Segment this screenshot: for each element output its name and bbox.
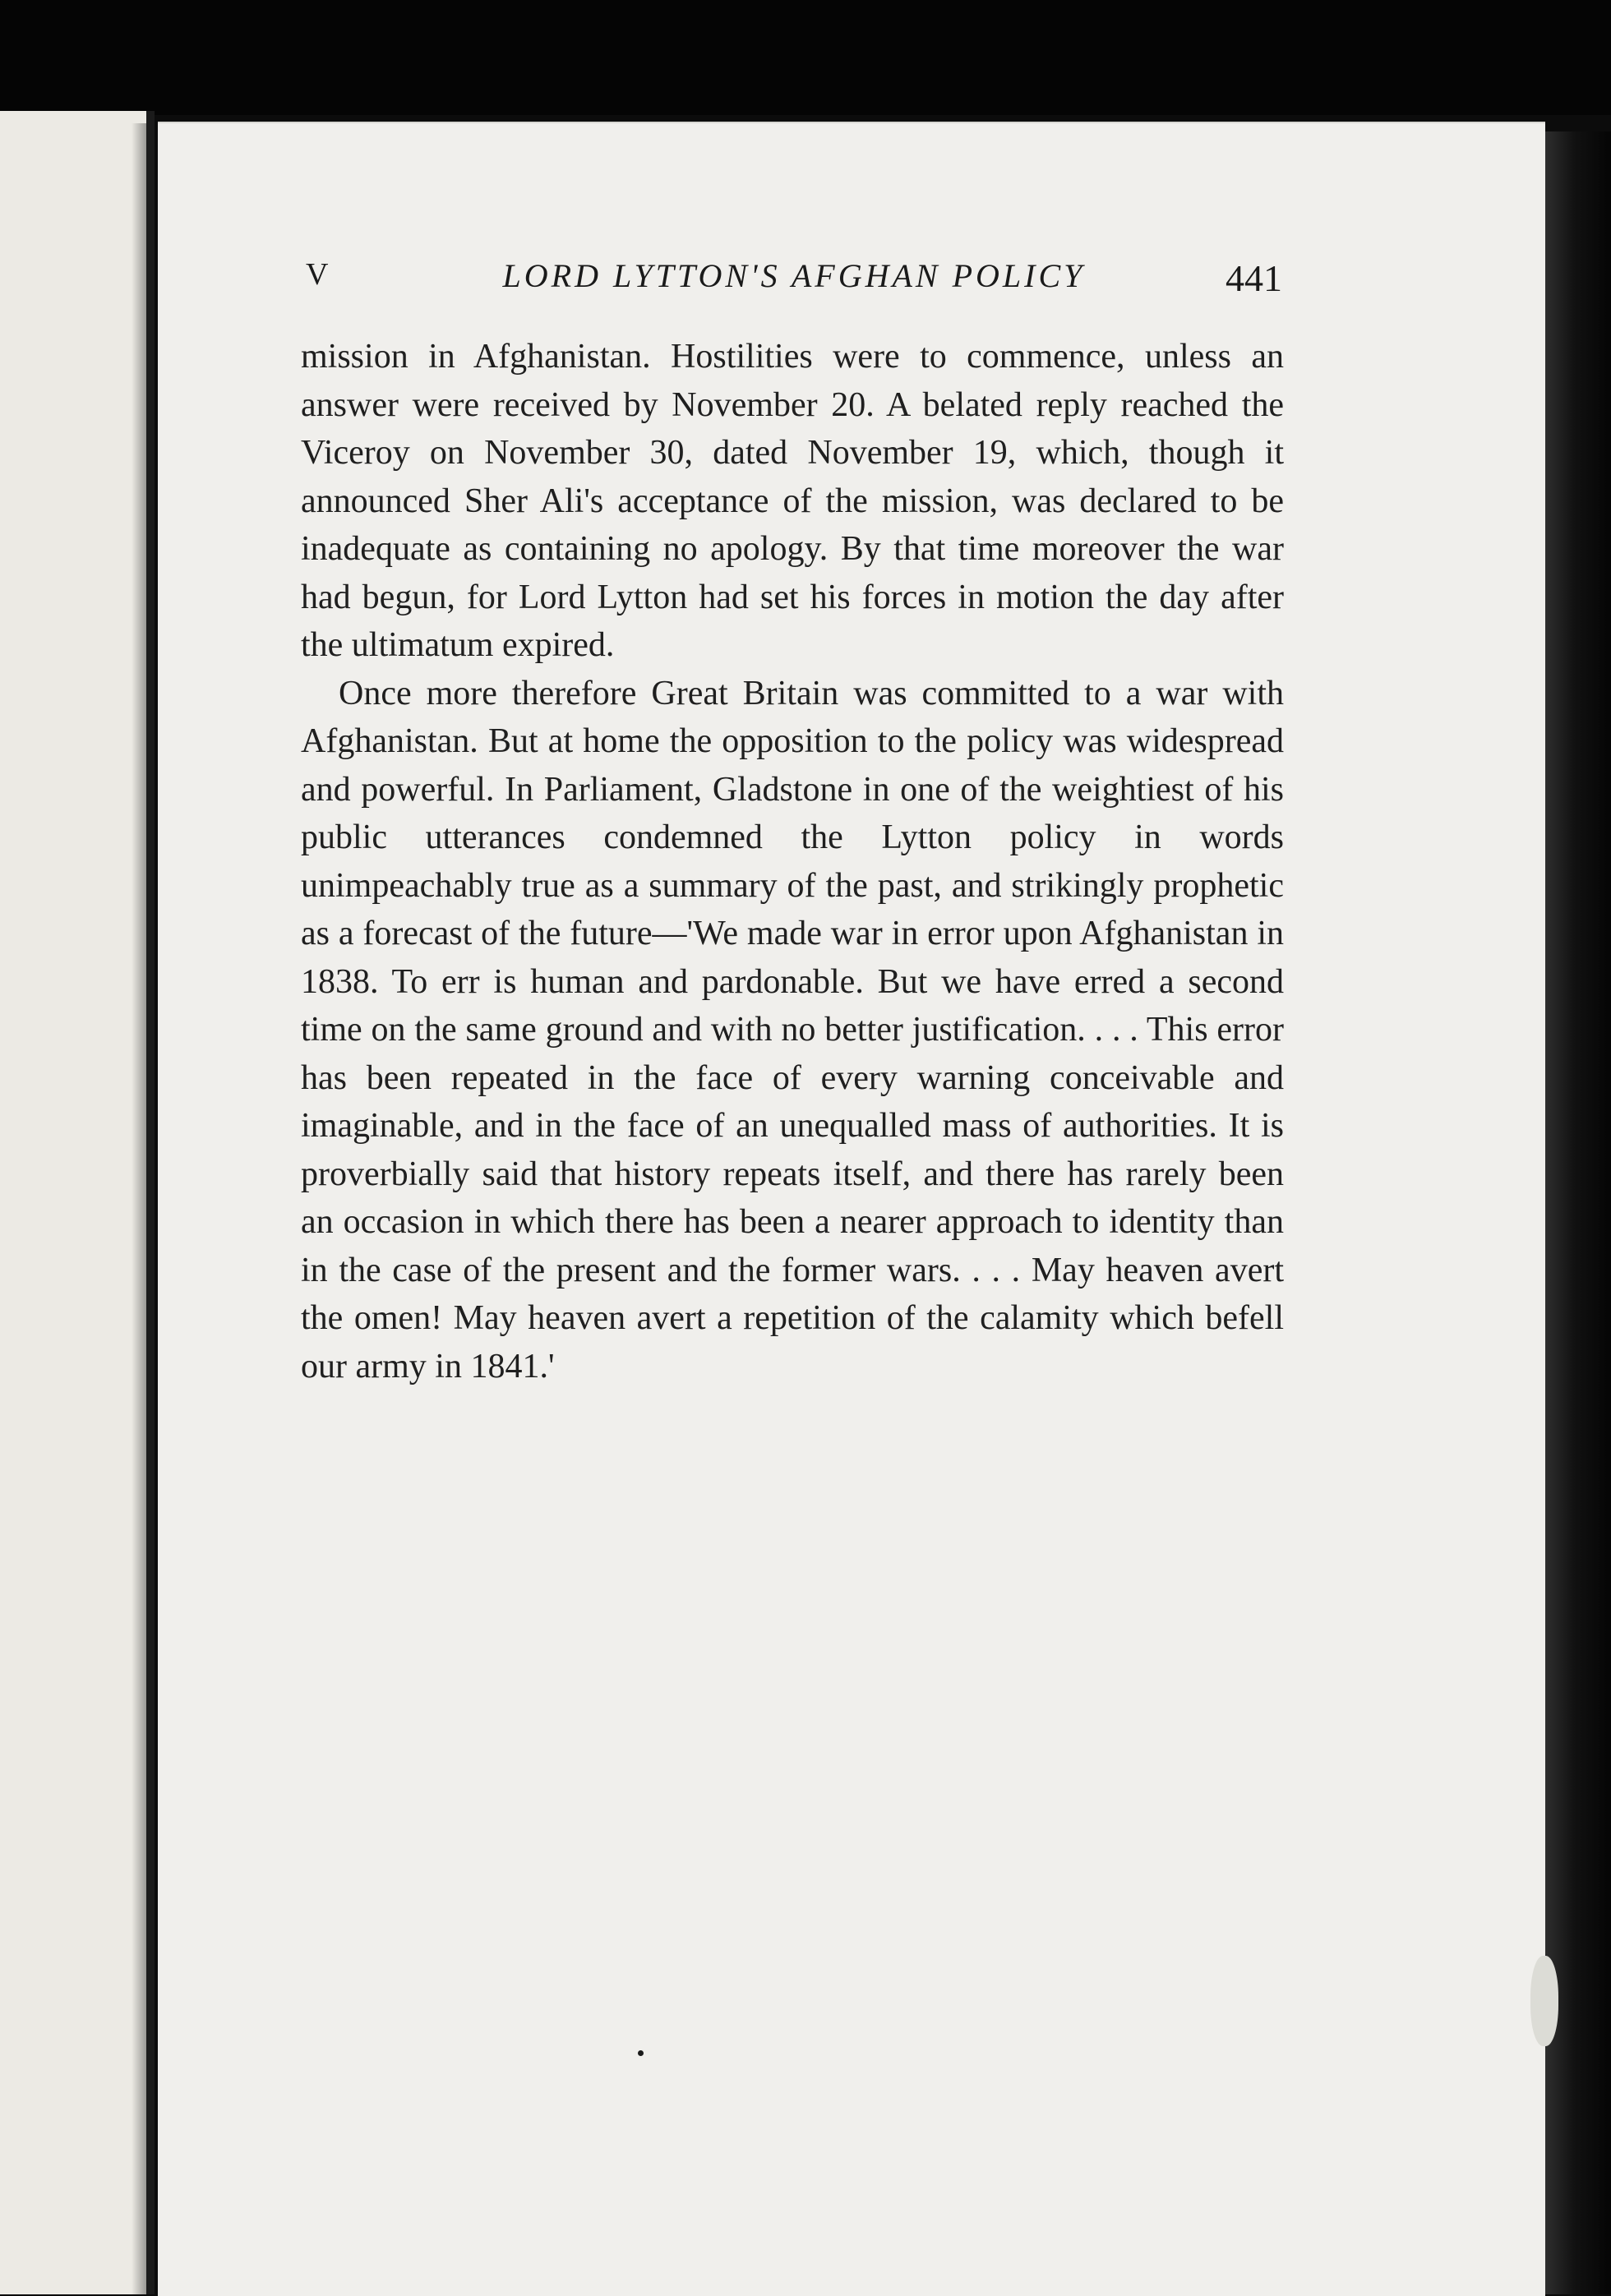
paragraph: Once more therefore Great Britain was committed to a war with Afghanistan. But at home the opposition to the policy was widespread and powerful. In Parliament, Gladstone in one of the weightiest of his public utterances condemned the Lytton policy in words unimpeachably true as a summary of the past, and strikingly prophetic as a forecast of the future—'We made war in error upon Afghanistan in 1838. To err is human and pardonable. But we have erred a second time on the same ground and with no better justification. . . . This error has been repeated in the face of every warning conceivable and imaginable, and in the face of an unequalled mass of authorities. It is proverbially said that history repeats itself, and there has rarely been an occasion in which there has been a nearer approach to identity than in the case of the present and the former wars. . . . May heaven avert the omen! May heaven avert a repetition of the calamity which befell our army in 1841.' bbox=[301, 674, 1284, 1385]
scan-background-top bbox=[0, 0, 1611, 115]
running-head bbox=[306, 256, 1282, 306]
paper-stain bbox=[1530, 1956, 1558, 2046]
chapter-number: V bbox=[306, 257, 329, 292]
running-title: LORD LYTTON'S AFGHAN POLICY bbox=[502, 257, 1086, 294]
page-number: 441 bbox=[1226, 257, 1282, 299]
body-text bbox=[301, 333, 1284, 1390]
paragraph: mission in Afghanistan. Hostilities were to commence, unless an answer were received by November 20. A belated reply reached the Viceroy on November 30, dated November 19, which, though it announced Sher Ali's acceptance of the mission, was declared to be inadequate as containing no apology. By that time moreover the war had begun, for Lord Lytton had set his forces in motion the day after the ultimatum expired. bbox=[301, 338, 1284, 664]
gutter-shadow bbox=[132, 123, 146, 2294]
ink-speck bbox=[638, 2050, 644, 2056]
